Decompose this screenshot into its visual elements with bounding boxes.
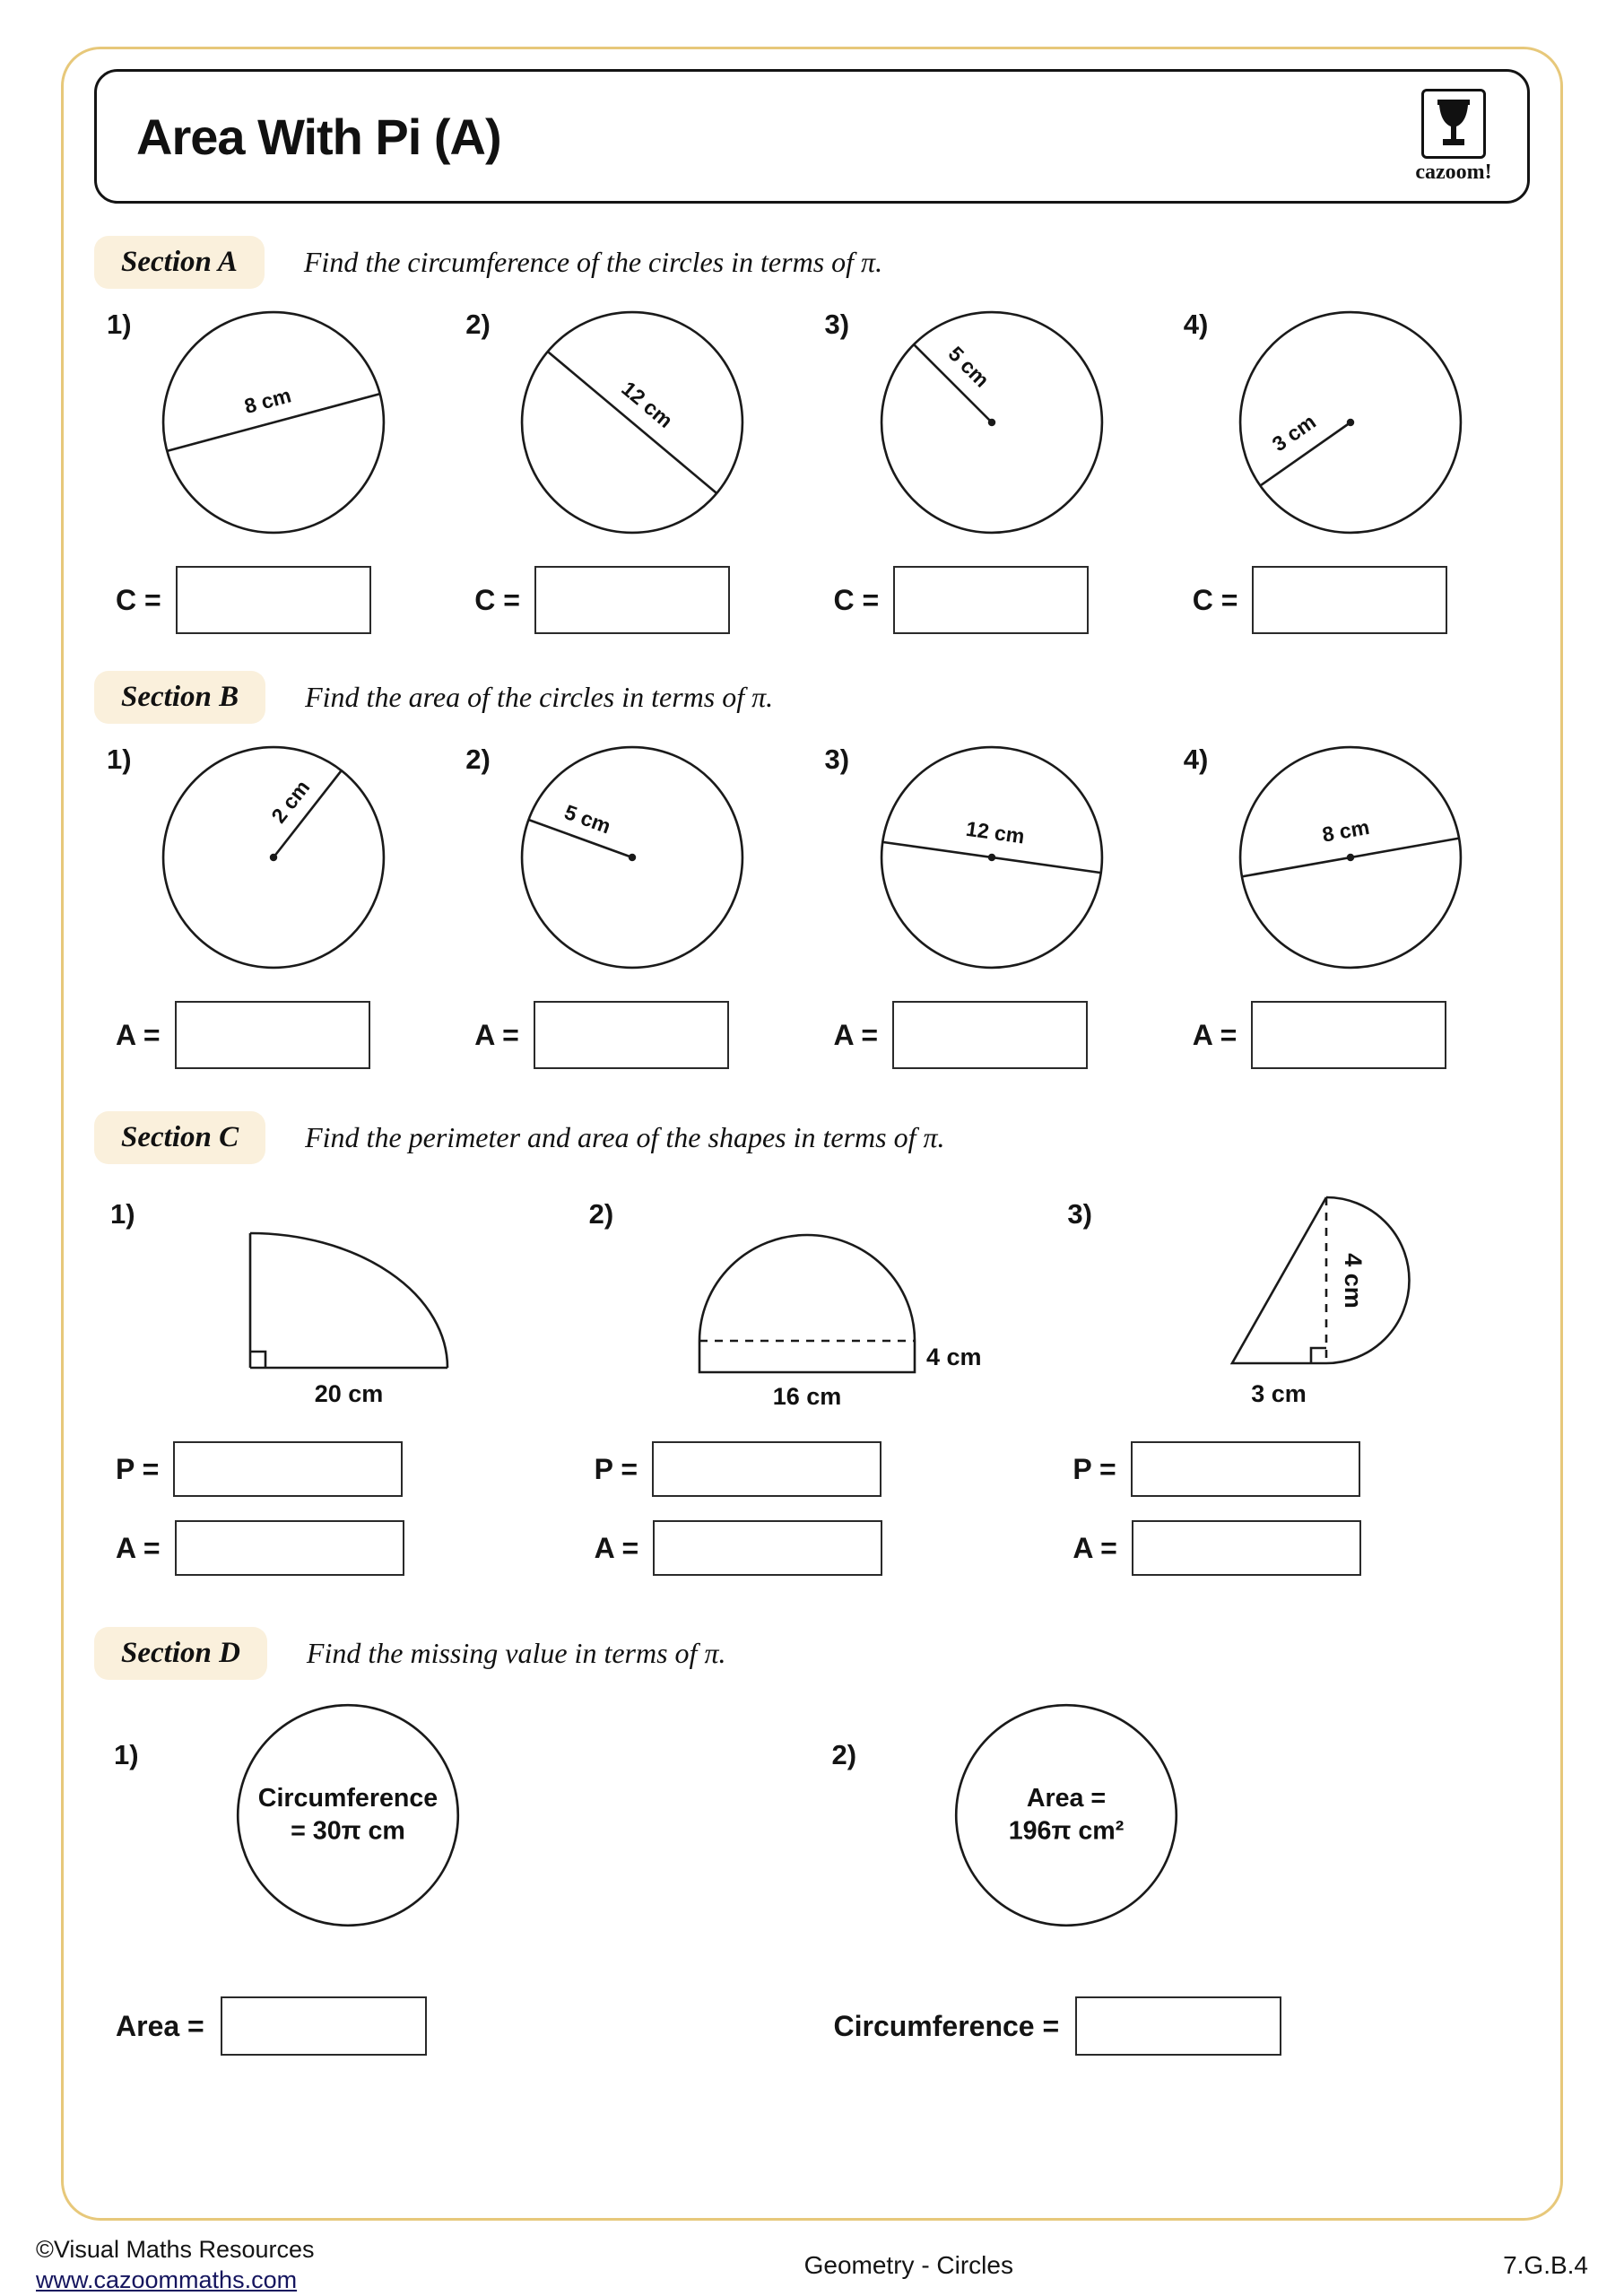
answer-a1	[94, 565, 453, 635]
problem-b3-number: 3)	[824, 744, 850, 775]
answer-d1-label: Area =	[116, 2009, 204, 2042]
circle-outline	[956, 1705, 1177, 1926]
answer-b3-label: A =	[833, 1018, 878, 1051]
measure-label: 5 cm	[943, 342, 994, 392]
answer-box-d1[interactable]	[221, 1996, 427, 2056]
problem-c3	[1051, 1184, 1530, 1410]
section-a-pill: Section A	[94, 236, 265, 289]
answer-a3	[812, 565, 1171, 635]
section-b-pill: Section B	[94, 671, 265, 724]
problem-b1	[94, 740, 453, 982]
height-label: 4 cm	[926, 1344, 983, 1370]
measure-label: 5 cm	[561, 799, 614, 839]
measure-label: 3 cm	[1267, 409, 1320, 457]
answer-box-a1[interactable]	[176, 566, 371, 634]
measure-label: 2 cm	[266, 775, 315, 828]
perimeter-c1	[94, 1440, 573, 1498]
area-c3-label: A =	[1073, 1531, 1117, 1564]
answer-box-b4[interactable]	[1251, 1001, 1446, 1069]
perimeter-c2	[573, 1440, 1052, 1498]
section-b-answers	[94, 1000, 1530, 1070]
area-c3	[1051, 1519, 1530, 1577]
area-c2-label: A =	[594, 1531, 639, 1564]
problem-a4-number: 4)	[1183, 309, 1209, 340]
answer-b4	[1171, 1000, 1530, 1070]
given-value-line1: Circumference	[257, 1783, 439, 1813]
center-dot	[987, 419, 994, 426]
problem-b1-number: 1)	[107, 744, 132, 775]
problem-c1-number: 1)	[110, 1198, 135, 1230]
center-dot	[1347, 419, 1354, 426]
right-angle-marker	[250, 1352, 265, 1368]
measure-label: 12 cm	[964, 816, 1026, 848]
base-label: 16 cm	[773, 1383, 842, 1410]
answer-b1	[94, 1000, 453, 1070]
circle-diagram-b3	[874, 740, 1109, 975]
problem-a4	[1171, 305, 1530, 547]
circle-diagram-b4	[1233, 740, 1468, 975]
copyright-text: ©Visual Maths Resources	[36, 2236, 315, 2263]
answer-b2-label: A =	[474, 1018, 519, 1051]
height-label: 4 cm	[1340, 1253, 1368, 1309]
problem-a2-number: 2)	[465, 309, 491, 340]
worksheet-header	[94, 69, 1530, 204]
dome-shape-diagram	[632, 1184, 991, 1410]
problem-c2	[573, 1184, 1052, 1410]
given-value-line1: Area =	[1026, 1783, 1106, 1813]
answer-a2-label: C =	[474, 583, 520, 616]
perimeter-box-c2[interactable]	[652, 1441, 881, 1497]
answer-a4-label: C =	[1192, 583, 1238, 616]
perimeter-box-c1[interactable]	[173, 1441, 403, 1497]
answer-a4	[1171, 565, 1530, 635]
circle-diagram-a1	[156, 305, 391, 540]
measure-label: 8 cm	[1320, 814, 1371, 847]
perimeter-box-c3[interactable]	[1131, 1441, 1360, 1497]
diameter-line	[548, 352, 716, 493]
section-a-header	[94, 236, 1530, 289]
footer-standard-code: 7.G.B.4	[1503, 2250, 1588, 2279]
perimeter-c2-label: P =	[594, 1452, 638, 1485]
answer-d1	[94, 1996, 812, 2057]
measure-label: 8 cm	[241, 383, 294, 419]
answer-b4-label: A =	[1192, 1018, 1238, 1051]
section-a-instruction: Find the circumference of the circles in terms of π.	[303, 246, 883, 278]
problem-d1-number: 1)	[114, 1739, 139, 1770]
answer-box-a3[interactable]	[893, 566, 1089, 634]
circle-diagram-a3	[874, 305, 1109, 540]
area-box-c2[interactable]	[653, 1520, 882, 1576]
circle-diagram-b1	[156, 740, 391, 975]
cazoom-logo	[1411, 89, 1497, 185]
section-b-instruction: Find the area of the circles in terms of π.	[305, 681, 774, 713]
answer-box-a4[interactable]	[1252, 566, 1447, 634]
center-dot	[270, 854, 277, 861]
cazoom-logo-box	[1421, 89, 1486, 159]
dome-outline	[699, 1235, 915, 1372]
base-label: 3 cm	[1251, 1380, 1307, 1407]
problem-d2-number: 2)	[831, 1739, 857, 1770]
problem-d1	[94, 1696, 812, 1949]
section-a-problems	[94, 305, 1530, 547]
problem-a3	[812, 305, 1171, 547]
answer-box-d2[interactable]	[1075, 1996, 1281, 2056]
cazoom-logo-text: cazoom!	[1415, 160, 1492, 184]
footer-left	[36, 2235, 315, 2296]
perimeter-c3-label: P =	[1073, 1452, 1116, 1485]
section-d-header	[94, 1627, 1530, 1680]
answer-box-b3[interactable]	[892, 1001, 1088, 1069]
section-b-header	[94, 671, 1530, 724]
given-value-line2: = 30π cm	[291, 1816, 405, 1846]
section-c-pill: Section C	[94, 1111, 265, 1164]
section-c-area-answers	[94, 1519, 1530, 1577]
center-dot	[987, 854, 994, 861]
area-box-c3[interactable]	[1132, 1520, 1361, 1576]
footer-topic: Geometry - Circles	[803, 2250, 1013, 2279]
circle-diagram-a4	[1233, 305, 1468, 540]
triangle-semicircle-diagram	[1151, 1184, 1429, 1410]
problem-b2	[453, 740, 812, 982]
problem-b4	[1171, 740, 1530, 982]
problem-a1	[94, 305, 453, 547]
section-c-problems	[94, 1184, 1530, 1410]
circle-diagram-d1	[229, 1696, 467, 1935]
perimeter-c1-label: P =	[116, 1452, 160, 1485]
given-value-line2: 196π cm²	[1008, 1816, 1124, 1846]
answer-box-b2[interactable]	[534, 1001, 729, 1069]
answer-b1-label: A =	[116, 1018, 161, 1051]
triangle-edges	[1232, 1197, 1326, 1363]
circle-diagram-a2	[515, 305, 750, 540]
answer-a2	[453, 565, 812, 635]
answer-box-b1[interactable]	[175, 1001, 370, 1069]
perimeter-c3	[1051, 1440, 1530, 1498]
circle-diagram-d2	[947, 1696, 1185, 1935]
section-d-instruction: Find the missing value in terms of π.	[306, 1637, 726, 1669]
problem-a2	[453, 305, 812, 547]
problem-c3-number: 3)	[1067, 1198, 1092, 1230]
section-c-instruction: Find the perimeter and area of the shapes in terms of π.	[305, 1121, 945, 1153]
center-dot	[629, 854, 636, 861]
semicircle-arc	[1326, 1197, 1410, 1363]
section-a-answers	[94, 565, 1530, 635]
section-b-problems	[94, 740, 1530, 982]
problem-b3	[812, 740, 1171, 982]
problem-c1	[94, 1184, 573, 1410]
right-angle-marker	[1311, 1348, 1326, 1363]
answer-b3	[812, 1000, 1171, 1070]
section-d-answers	[94, 1996, 1530, 2057]
page-footer	[36, 2235, 1588, 2296]
section-c-header	[94, 1111, 1530, 1164]
area-c2	[573, 1519, 1052, 1577]
problem-a3-number: 3)	[824, 309, 850, 340]
center-dot	[1347, 854, 1354, 861]
problem-a1-number: 1)	[107, 309, 132, 340]
area-c1-label: A =	[116, 1531, 161, 1564]
answer-d2	[812, 1996, 1531, 2057]
area-box-c1[interactable]	[175, 1520, 404, 1576]
answer-d2-label: Circumference =	[833, 2009, 1060, 2042]
answer-a1-label: C =	[116, 583, 161, 616]
goblet-icon	[1433, 98, 1474, 150]
section-d-pill: Section D	[94, 1627, 267, 1680]
page-title: Area With Pi (A)	[136, 108, 501, 165]
measure-label: 12 cm	[617, 376, 678, 433]
area-c1	[94, 1519, 573, 1577]
quarter-circle-diagram	[186, 1184, 482, 1410]
answer-box-a2[interactable]	[534, 566, 730, 634]
problem-b2-number: 2)	[465, 744, 491, 775]
problem-d2	[812, 1696, 1531, 1949]
problem-c2-number: 2)	[588, 1198, 614, 1230]
circle-outline	[238, 1705, 458, 1926]
answer-b2	[453, 1000, 812, 1070]
page-border	[61, 47, 1563, 2221]
arc-edge	[250, 1233, 447, 1368]
section-c-perimeter-answers	[94, 1440, 1530, 1498]
answer-a3-label: C =	[833, 583, 880, 616]
section-d-problems	[94, 1696, 1530, 1949]
problem-b4-number: 4)	[1183, 744, 1209, 775]
website-link[interactable]: www.cazoommaths.com	[36, 2266, 298, 2293]
circle-diagram-b2	[515, 740, 750, 975]
base-label: 20 cm	[314, 1380, 384, 1407]
